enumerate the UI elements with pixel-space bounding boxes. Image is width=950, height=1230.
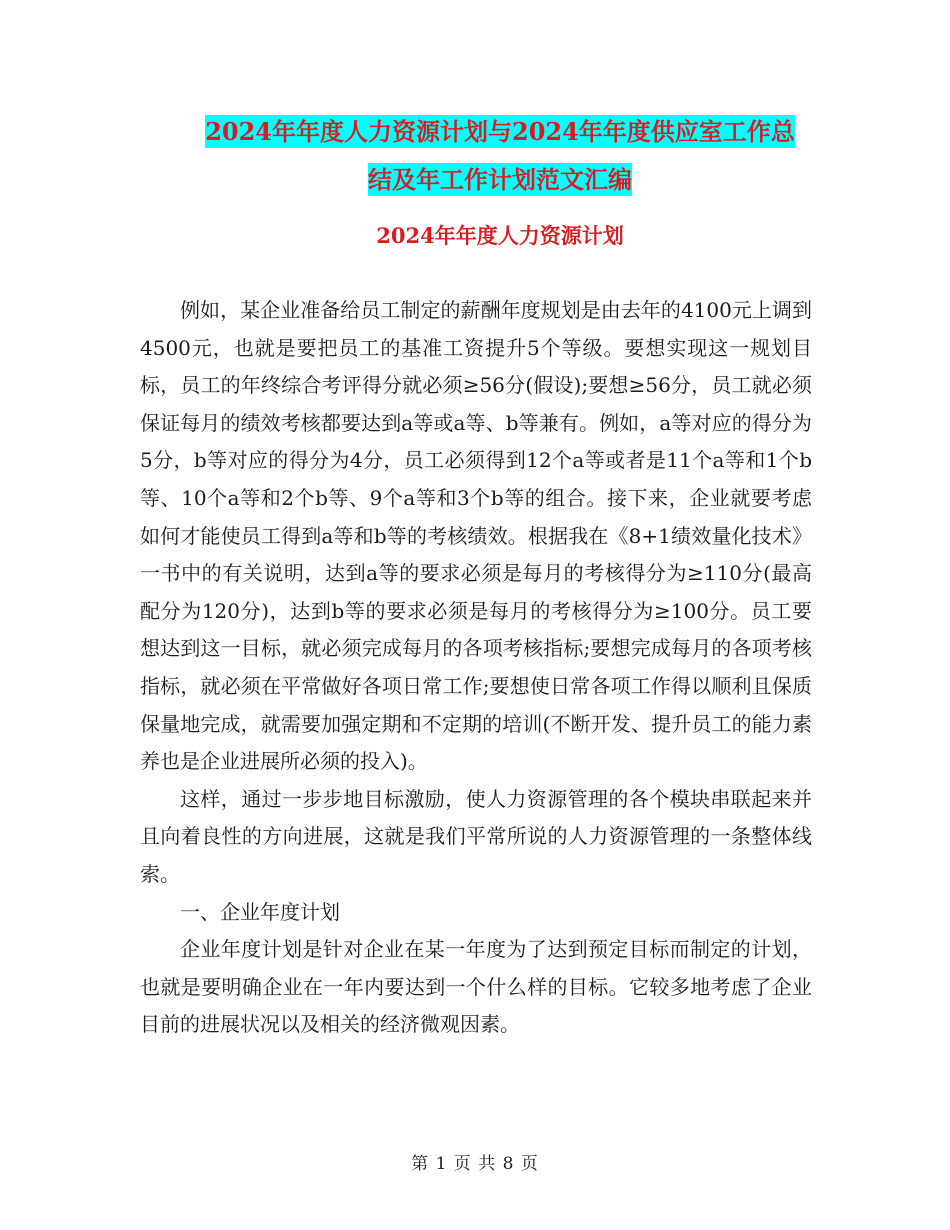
paragraph: 这样，通过一步步地目标激励，使人力资源管理的各个模块串联起来并且向着良性的方向进展，这就是我们平常所说的人力资源管理的一条整体线索。 — [140, 786, 812, 886]
document-title — [140, 108, 860, 204]
paragraph: 企业年度计划是针对企业在某一年度为了达到预定目标而制定的计划，也就是要明确企业在一年内要达到一个什么样的目标。它较多地考虑了企业目前的进展状况以及相关的经济微观因素。 — [140, 937, 812, 1037]
document-title-line-1: 2024年年度人力资源计划与2024年年度供应室工作总 — [205, 117, 795, 146]
page-footer: 第 1 页 共 8 页 — [411, 1154, 539, 1174]
section-title: 2024年年度人力资源计划 — [376, 223, 624, 248]
document-title-line-2: 结及年工作计划范文汇编 — [368, 165, 632, 194]
document-body — [140, 292, 812, 1044]
subheading: 一、企业年度计划 — [180, 899, 340, 924]
paragraph: 例如，某企业准备给员工制定的薪酬年度规划是由去年的4100元上调到4500元，也就是要把员工的基准工资提升5个等级。要想实现这一规划目标，员工的年终综合考评得分就必须≥56分(假设);要想≥56分，员工就必须保证每月的绩效考核都要达到a等或a等、b等兼有。例如，a等对应的得分为5分，b等对应的得分为4分，员工必须得到12个a等或者是11个a等和1个b等、10个a等和2个b等、9个a等和3个b等的组合。接下来，企业就要考虑如何才能使员工得到a等和b等的考核绩效。根据我在《8+1绩效量化技术》一书中的有关说明，达到a等的要求必须是每月的考核得分为≥110分(最高配分为120分)，达到b等的要求必须是每月的考核得分为≥100分。员工要想达到这一目标，就必须完成每月的各项考核指标;要想完成每月的各项考核指标，就必须在平常做好各项日常工作;要想使日常各项工作得以顺利且保质保量地完成，就需要加强定期和不定期的培训(不断开发、提升员工的能力素养也是企业进展所必须的投入)。 — [140, 298, 812, 774]
